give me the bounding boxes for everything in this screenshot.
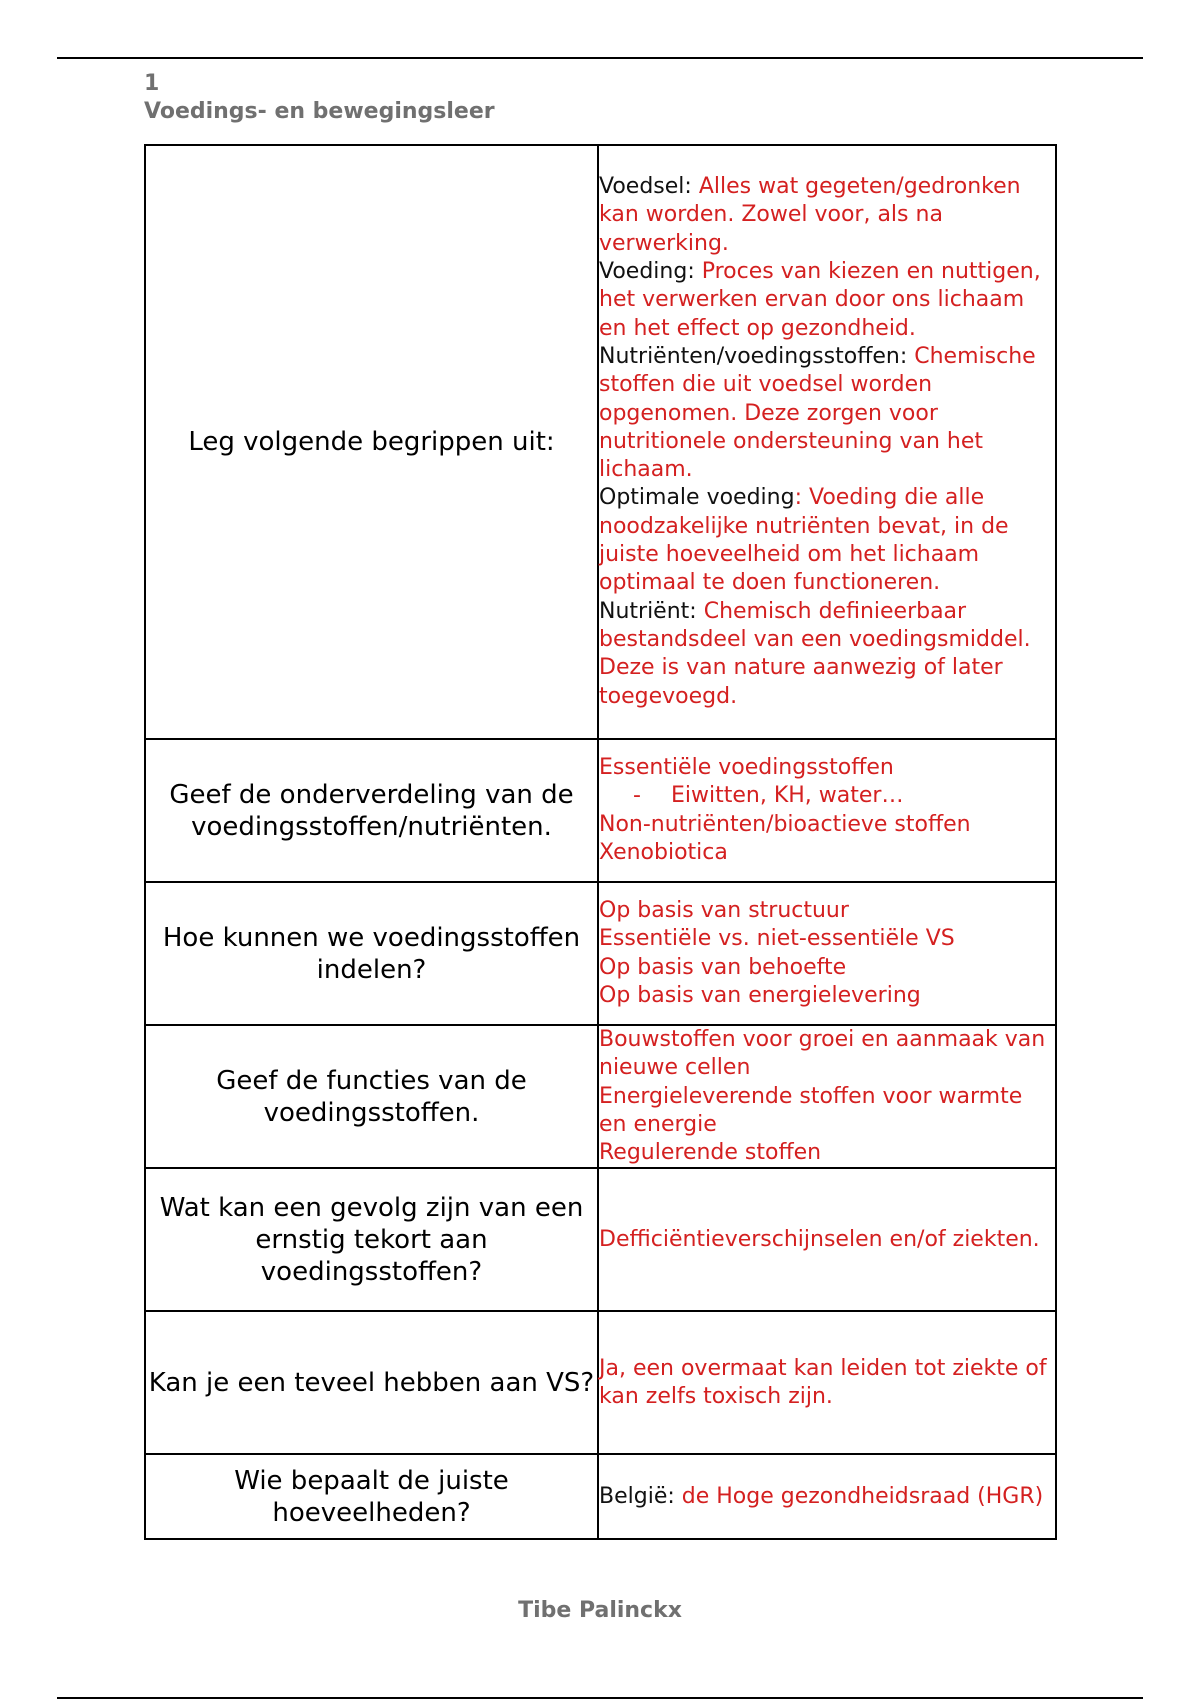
term-colon: :: [794, 485, 802, 511]
term-label: Nutriënt:: [599, 598, 697, 624]
answer-line: Defficiëntieverschijnselen en/of ziekten.: [599, 1226, 1040, 1252]
term-definition: Voeding die alle noodzakelijke nutriënten bevat, in de juiste hoeveelheid om het lichaam optimaal te doen functioneren.: [599, 485, 1009, 596]
answer-line: Ja, een overmaat kan leiden tot ziekte of kan zelfs toxisch zijn.: [599, 1355, 1047, 1409]
term-label: Optimale voeding: [599, 485, 795, 511]
answer-line: Essentiële vs. niet-essentiële VS: [599, 926, 955, 952]
page-header: [144, 70, 495, 126]
answer-cell: [598, 1311, 1056, 1454]
answer-cell: [598, 739, 1056, 882]
term-definition: Chemisch definieerbaar bestandsdeel van een voedingsmiddel. Deze is van nature aanwezig of later toegevoegd.: [599, 598, 1031, 709]
answer-line: Xenobiotica: [599, 839, 728, 865]
table-row: [145, 739, 1056, 882]
answer-line: Regulerende stoffen: [599, 1140, 822, 1166]
answer-line: Op basis van structuur: [599, 897, 849, 923]
answer-cell: [598, 145, 1056, 739]
answer-line: [599, 1483, 1055, 1511]
answer-cell: [598, 1025, 1056, 1168]
term-label: België:: [599, 1483, 675, 1509]
question-cell: Geef de onderverdeling van de voedingsstoffen/nutriënten.: [145, 739, 598, 882]
bottom-rule: [57, 1697, 1143, 1699]
question-cell: Kan je een teveel hebben aan VS?: [145, 1311, 598, 1454]
answer-cell: [598, 1454, 1056, 1539]
table-row: [145, 1454, 1056, 1539]
table-row: [145, 1168, 1056, 1311]
table-row: [145, 145, 1056, 739]
footer-author: Tibe Palinckx: [518, 1598, 682, 1623]
answer-line: Energieleverende stoffen voor warmte en energie: [599, 1083, 1023, 1137]
answer-line: [599, 258, 1055, 343]
answer-line: Essentiële voedingsstoffen: [599, 754, 894, 780]
top-rule: [57, 57, 1143, 59]
question-cell: Wie bepaalt de juiste hoeveelheden?: [145, 1454, 598, 1539]
table-row: [145, 1311, 1056, 1454]
answer-line: Bouwstoffen voor groei en aanmaak van nieuwe cellen: [599, 1027, 1046, 1081]
qa-table: [144, 144, 1057, 1540]
answer-line: Op basis van energielevering: [599, 982, 921, 1008]
answer-line: [599, 173, 1055, 258]
term-label: Voeding:: [599, 259, 695, 285]
answer-cell: [598, 882, 1056, 1025]
term-definition: Chemische stoffen die uit voedsel worden opgenomen. Deze zorgen voor nutritionele ondersteuning van het lichaam.: [599, 343, 1036, 483]
page-number: 1: [144, 71, 160, 96]
term-definition: Alles wat gegeten/gedronken kan worden. Zowel voor, als na verwerking.: [599, 174, 1021, 256]
answer-line: [599, 484, 1055, 597]
bullet-text: Eiwitten, KH, water…: [671, 783, 904, 809]
bullet-line: [599, 782, 1055, 810]
bullet-dash: -: [633, 783, 641, 809]
question-cell: Hoe kunnen we voedingsstoffen indelen?: [145, 882, 598, 1025]
question-cell: Wat kan een gevolg zijn van een ernstig tekort aan voedingsstoffen?: [145, 1168, 598, 1311]
term-label: Voedsel:: [599, 174, 692, 200]
table-row: [145, 1025, 1056, 1168]
answer-line: [599, 598, 1055, 711]
answer-line: Non-nutriënten/bioactieve stoffen: [599, 811, 971, 837]
answer-cell: [598, 1168, 1056, 1311]
question-cell: Leg volgende begrippen uit:: [145, 145, 598, 739]
term-definition: de Hoge gezondheidsraad (HGR): [681, 1483, 1044, 1509]
answer-line: Op basis van behoefte: [599, 954, 847, 980]
term-definition: Proces van kiezen en nuttigen, het verwerken ervan door ons lichaam en het effect op gezondheid.: [599, 259, 1041, 341]
question-cell: Geef de functies van de voedingsstoffen.: [145, 1025, 598, 1168]
term-label: Nutriënten/voedingsstoffen:: [599, 343, 908, 369]
table-row: [145, 882, 1056, 1025]
page-subtitle: Voedings- en bewegingsleer: [144, 99, 495, 124]
answer-line: [599, 343, 1055, 484]
